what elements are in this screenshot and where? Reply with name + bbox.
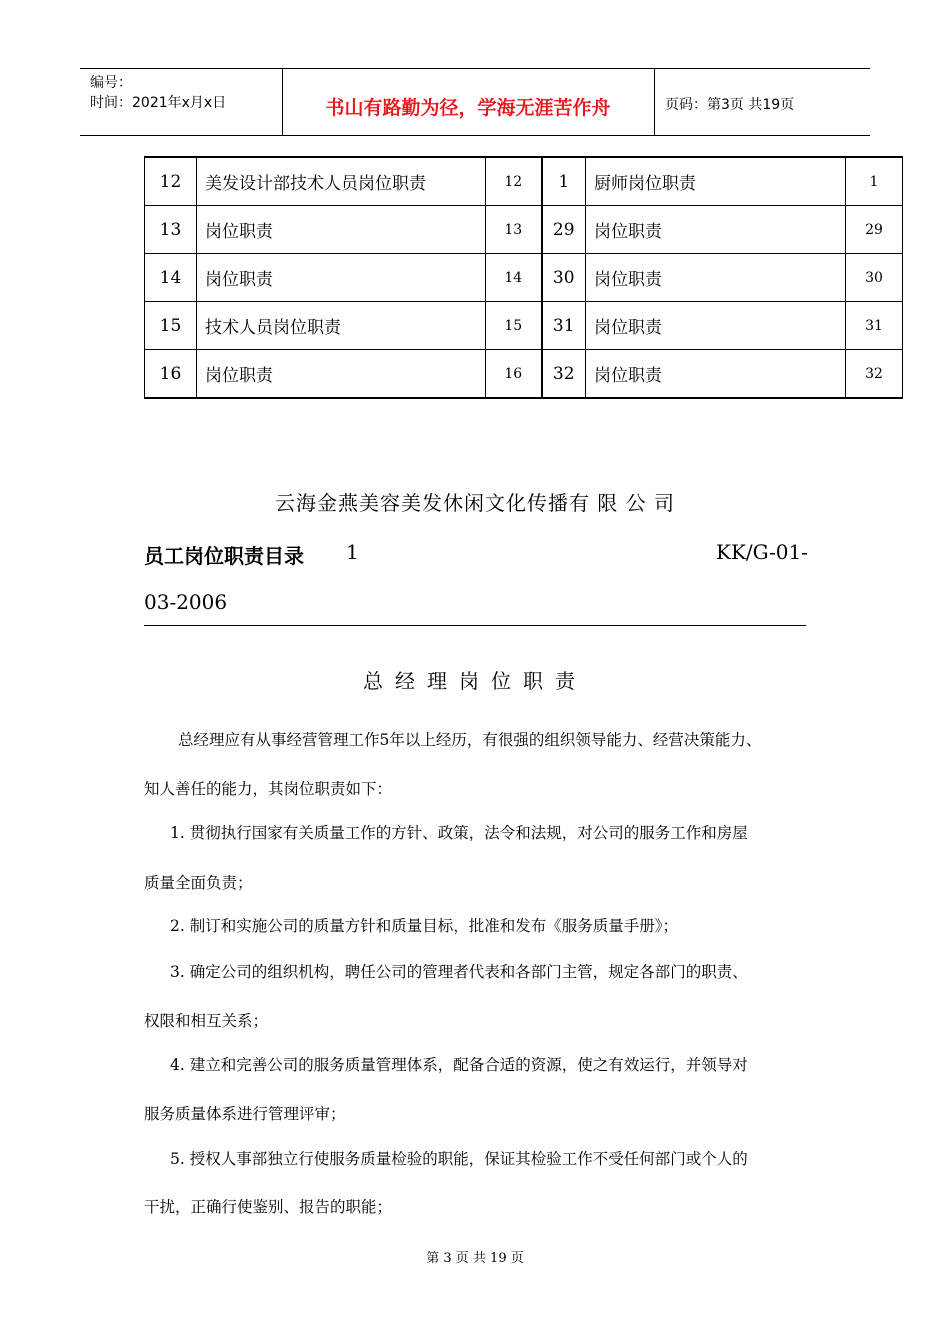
title-rule [144,625,806,626]
toc-right-title: 岗位职责 [586,254,846,302]
header-divider-2 [654,69,655,135]
toc-right-number: 30 [542,254,586,302]
body-line: 权限和相互关系； [144,1012,269,1030]
toc-table [144,156,903,399]
toc-left-title: 岗位职责 [197,350,486,399]
toc-row [145,254,903,302]
body-line: 知人善任的能力，其岗位职责如下： [144,780,393,798]
doc-title: 员工岗位职责目录 [144,544,304,568]
toc-left-number: 13 [145,206,197,254]
toc-right-number: 1 [542,157,586,206]
toc-left-page: 12 [486,157,542,206]
body-line: 服务质量体系进行管理评审； [144,1105,346,1123]
toc-left-page: 15 [486,302,542,350]
toc-right-title: 岗位职责 [586,206,846,254]
toc-left-title: 美发设计部技术人员岗位职责 [197,157,486,206]
header-bottom-rule [80,135,870,136]
body-line: 3. 确定公司的组织机构，聘任公司的管理者代表和各部门主管，规定各部门的职责、 [170,963,748,981]
toc-left-page: 13 [486,206,542,254]
toc-right-title: 厨师岗位职责 [586,157,846,206]
header-id-label: 编号： [90,75,132,91]
toc-right-page: 29 [846,206,903,254]
header-motto: 书山有路勤为径，学海无涯苦作舟 [325,97,611,119]
toc-right-title: 岗位职责 [586,350,846,399]
body-line: 总经理应有从事经营管理工作5年以上经历，有很强的组织领导能力、经营决策能力、 [178,731,762,749]
toc-row [145,206,903,254]
body-line: 4. 建立和完善公司的服务质量管理体系，配备合适的资源，使之有效运行，并领导对 [170,1056,748,1074]
body-line: 1. 贯彻执行国家有关质量工作的方针、政策，法令和法规，对公司的服务工作和房屋 [170,824,748,842]
doc-date: 03-2006 [144,590,228,614]
toc-left-page: 14 [486,254,542,302]
toc-left-title: 技术人员岗位职责 [197,302,486,350]
body-line: 5. 授权人事部独立行使服务质量检验的职能，保证其检验工作不受任何部门或个人的 [170,1150,748,1168]
body-line: 质量全面负责； [144,874,253,892]
section-title: 总经理岗位职责 [363,669,587,693]
toc-row [145,302,903,350]
toc-left-page: 16 [486,350,542,399]
toc-right-number: 31 [542,302,586,350]
body-line: 2. 制订和实施公司的质量方针和质量目标，批准和发布《服务质量手册》； [170,917,678,935]
header-top-rule [80,68,870,69]
company-name: 云海金燕美容美发休闲文化传播有 限 公 司 [274,491,676,515]
doc-title-number: 1 [346,540,359,564]
header-meta [90,73,226,113]
toc-row [145,350,903,399]
doc-code: KK/G-01- [716,540,808,564]
toc-right-title: 岗位职责 [586,302,846,350]
toc-right-page: 1 [846,157,903,206]
header-time-label: 时间：2021年x月x日 [90,95,227,111]
toc-left-number: 15 [145,302,197,350]
toc-left-title: 岗位职责 [197,254,486,302]
toc-right-number: 29 [542,206,586,254]
toc-right-page: 30 [846,254,903,302]
toc-left-title: 岗位职责 [197,206,486,254]
toc-left-number: 16 [145,350,197,399]
toc-left-number: 14 [145,254,197,302]
toc-right-number: 32 [542,350,586,399]
header-page-label: 页码：第3页 共19页 [665,97,795,113]
toc-right-page: 31 [846,302,903,350]
body-line: 干扰，正确行使鉴别、报告的职能； [144,1198,393,1216]
footer-page-number: 第 3 页 共 19 页 [426,1251,524,1266]
toc-row [145,157,903,206]
toc-right-page: 32 [846,350,903,399]
toc-left-number: 12 [145,157,197,206]
